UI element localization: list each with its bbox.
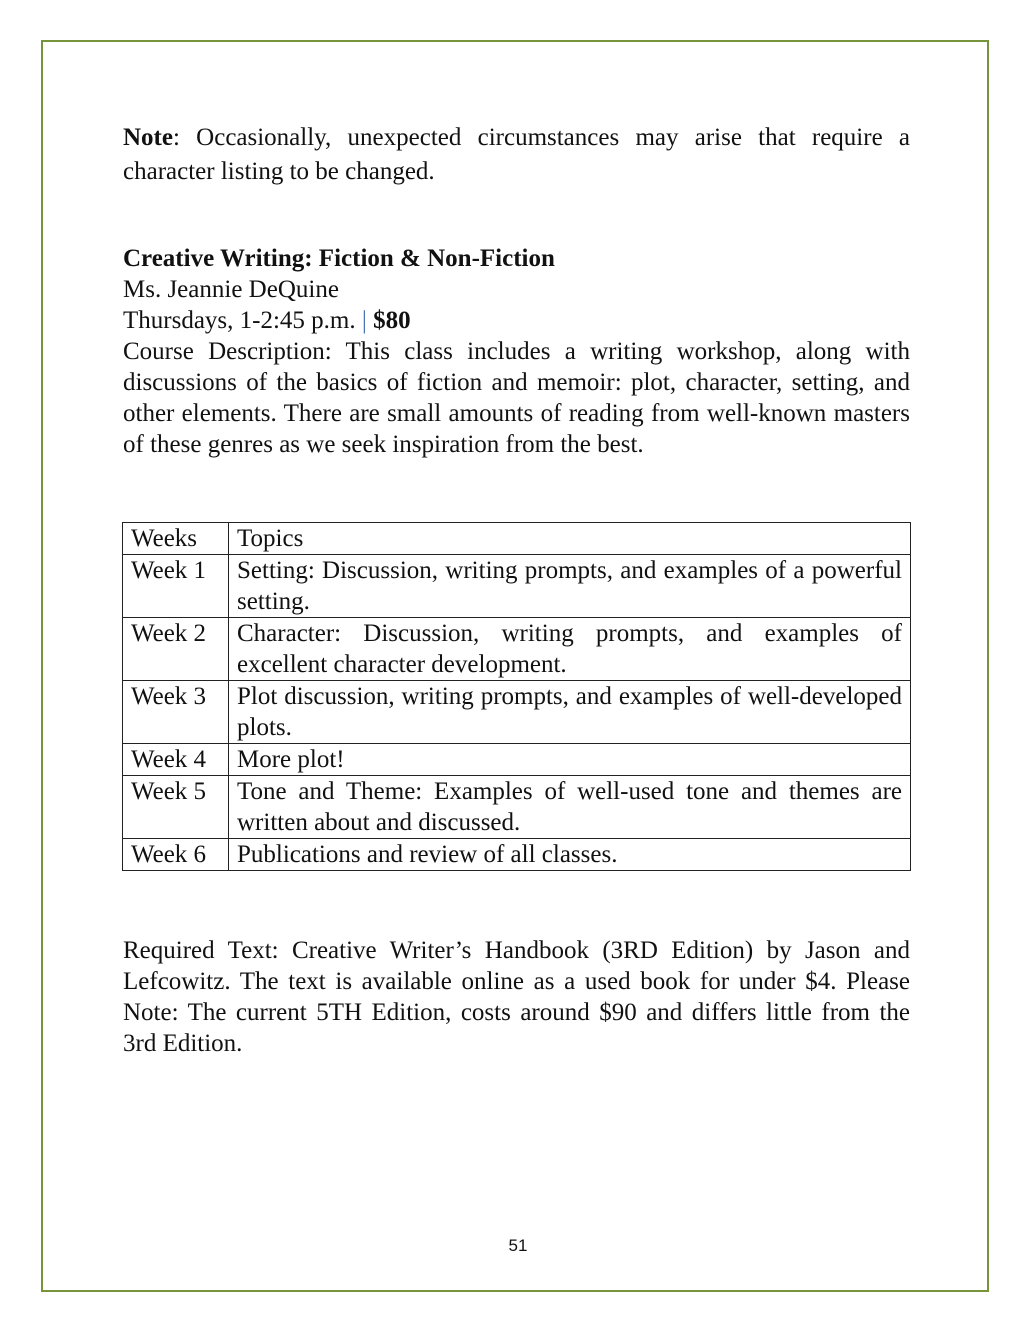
course-schedule: Thursdays, 1-2:45 p.m. (123, 307, 356, 334)
topic-cell: Character: Discussion, writing prompts, and examples of excellent character development. (229, 618, 911, 681)
table-row (123, 681, 911, 744)
topic-cell: More plot! (229, 744, 911, 776)
topic-cell: Plot discussion, writing prompts, and examples of well-developed plots. (229, 681, 911, 744)
course-description: Course Description: This class includes a writing workshop, along with discussions of the basics of fiction and memoir: plot, character, setting, and other elements. There are small amounts of reading from well-known masters of these genres as we seek inspiration from the best. (123, 338, 910, 458)
week-cell: Week 4 (123, 744, 229, 776)
table-row (123, 744, 911, 776)
course-title: Creative Writing: Fiction & Non-Fiction (123, 245, 555, 272)
week-cell: Week 3 (123, 681, 229, 744)
topic-cell: Tone and Theme: Examples of well-used tone and themes are written about and discussed. (229, 776, 911, 839)
week-cell: Week 5 (123, 776, 229, 839)
course-separator: | (361, 307, 367, 334)
topic-cell: Setting: Discussion, writing prompts, and examples of a powerful setting. (229, 555, 911, 618)
table-row (123, 618, 911, 681)
table-row (123, 839, 911, 871)
course-schedule-line (123, 305, 910, 336)
course-section (123, 243, 910, 460)
note-label: Note (123, 124, 173, 151)
table-row (123, 776, 911, 839)
required-text-paragraph: Required Text: Creative Writer’s Handbook (3RD Edition) by Jason and Lefcowitz. The text is available online as a used book for under $4. Please Note: The current 5TH Edition, costs around $90 and differs little from the 3rd Edition. (123, 937, 910, 1057)
course-price: $80 (373, 307, 411, 334)
page-number: 51 (508, 1236, 528, 1255)
course-instructor: Ms. Jeannie DeQuine (123, 276, 339, 303)
table-header-topics: Topics (229, 523, 911, 555)
note-paragraph (123, 121, 910, 189)
table-row (123, 555, 911, 618)
week-cell: Week 6 (123, 839, 229, 871)
topic-cell: Publications and review of all classes. (229, 839, 911, 871)
week-cell: Week 1 (123, 555, 229, 618)
week-cell: Week 2 (123, 618, 229, 681)
table-header-weeks: Weeks (123, 523, 229, 555)
note-text: : Occasionally, unexpected circumstances may arise that require a character listing to be changed. (123, 124, 910, 185)
table-header-row (123, 523, 911, 555)
weekly-topics-table (122, 522, 911, 871)
